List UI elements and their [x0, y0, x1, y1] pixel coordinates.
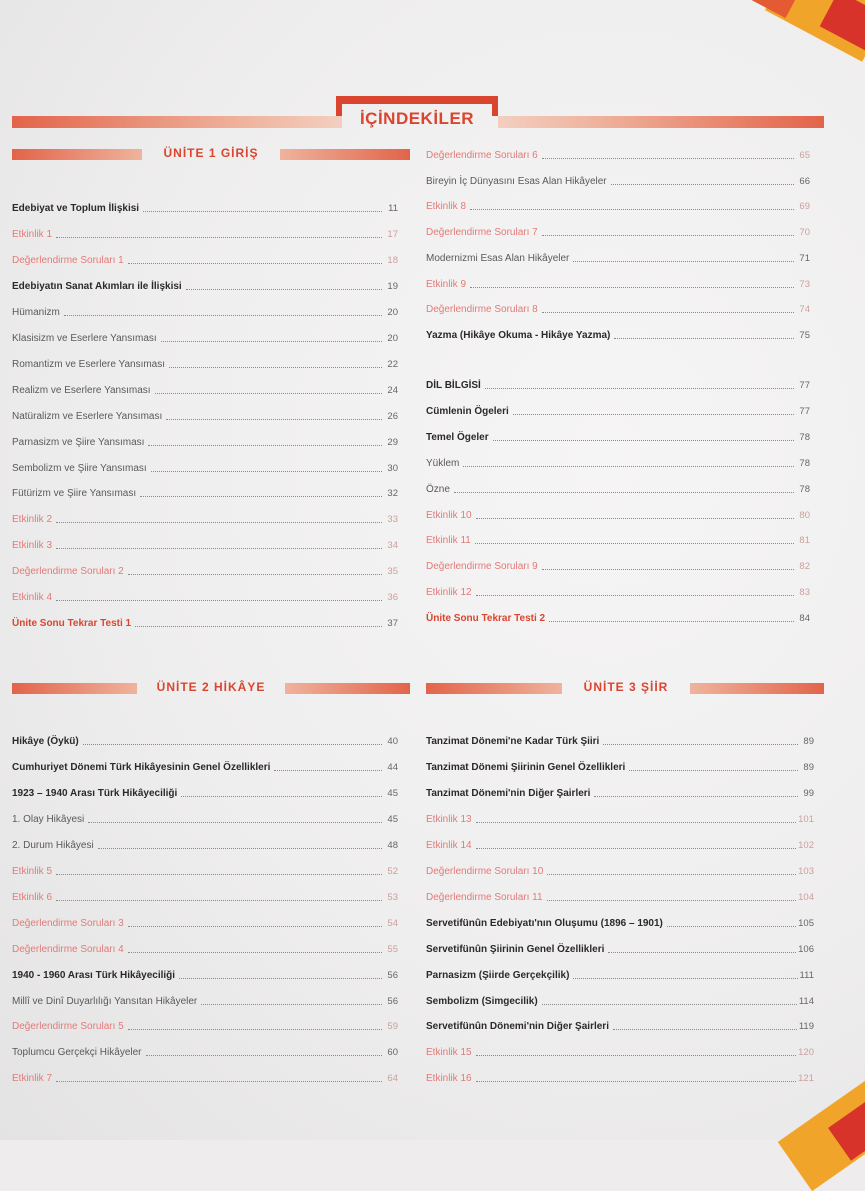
- toc-entry-title: 2. Durum Hikâyesi: [12, 839, 94, 851]
- toc-entry-title: Değerlendirme Soruları 9: [426, 561, 538, 573]
- toc-entry-title: Millî ve Dinî Duyarlılığı Yansıtan Hikâyeler: [12, 995, 198, 1007]
- toc-entry-page-number: 20: [387, 332, 398, 344]
- dot-leader: [128, 925, 382, 927]
- dot-leader: [603, 743, 798, 745]
- toc-entry[interactable]: [12, 1043, 398, 1059]
- toc-entry-title: Parnasizm ve Şiire Yansıması: [12, 436, 145, 448]
- dot-leader: [274, 769, 382, 771]
- toc-entry-page-number: 33: [387, 514, 398, 526]
- toc-entry-title: Değerlendirme Soruları 3: [12, 917, 124, 929]
- toc-entry[interactable]: [12, 433, 398, 449]
- toc-entry-title: Modernizmi Esas Alan Hikâyeler: [426, 252, 570, 264]
- toc-entry[interactable]: [426, 758, 814, 774]
- toc-entry[interactable]: [12, 614, 398, 630]
- dot-leader: [594, 795, 798, 797]
- toc-entry[interactable]: [426, 914, 814, 930]
- dot-leader: [485, 387, 794, 389]
- toc-entry[interactable]: [12, 355, 398, 371]
- dot-leader: [542, 157, 794, 159]
- toc-entry-page-number: 111: [799, 969, 814, 981]
- toc-entry[interactable]: [12, 940, 398, 956]
- toc-entry-page-number: 82: [799, 561, 810, 573]
- toc-entry[interactable]: [426, 836, 814, 852]
- toc-entry-title: Değerlendirme Soruları 5: [12, 1021, 124, 1033]
- toc-entry-page-number: 101: [798, 813, 814, 825]
- toc-entry[interactable]: [426, 428, 810, 444]
- toc-entry[interactable]: [426, 1069, 814, 1085]
- dot-leader: [128, 1028, 382, 1030]
- toc-entry-page-number: 66: [799, 175, 810, 187]
- toc-entry[interactable]: [12, 199, 398, 215]
- toc-entry-title: Etkinlik 3: [12, 540, 53, 552]
- toc-entry-page-number: 75: [799, 329, 810, 341]
- toc-entry-title: Etkinlik 11: [426, 535, 471, 547]
- toc-entry-title: Etkinlik 8: [426, 201, 467, 213]
- toc-entry[interactable]: [426, 249, 810, 265]
- toc-entry-page-number: 78: [799, 483, 810, 495]
- toc-entry-title: Değerlendirme Soruları 7: [426, 227, 538, 239]
- toc-entry[interactable]: [12, 225, 398, 241]
- toc-entry-title: Fütürizm ve Şiire Yansıması: [12, 488, 137, 500]
- toc-entry-page-number: 54: [387, 917, 398, 929]
- unit-1-title: ÜNİTE 1 GİRİŞ: [163, 146, 259, 160]
- dot-leader: [454, 491, 794, 493]
- dot-leader: [573, 977, 797, 979]
- dot-leader: [148, 444, 382, 446]
- toc-entry-title: Etkinlik 1: [12, 228, 53, 240]
- toc-entry[interactable]: [426, 1017, 814, 1033]
- unit-3-title: ÜNİTE 3 ŞİİR: [583, 680, 669, 694]
- toc-entry-page-number: 53: [387, 891, 398, 903]
- toc-entry-title: Tanzimat Dönemi'ne Kadar Türk Şiiri: [426, 736, 600, 747]
- toc-entry-page-number: 119: [798, 1021, 814, 1033]
- toc-entry-page-number: 45: [387, 787, 398, 799]
- toc-entry-page-number: 89: [803, 761, 814, 773]
- dot-leader: [186, 288, 382, 290]
- toc-entry[interactable]: [426, 531, 810, 547]
- toc-entry-title: Sembolizm ve Şiire Yansıması: [12, 462, 147, 474]
- dot-leader: [667, 925, 796, 927]
- dot-leader: [179, 977, 382, 979]
- dot-leader: [181, 795, 382, 797]
- toc-entry[interactable]: [426, 888, 814, 904]
- dot-leader: [56, 236, 382, 238]
- toc-entry-page-number: 34: [387, 540, 398, 552]
- dot-leader: [166, 418, 382, 420]
- toc-entry-page-number: 102: [798, 839, 814, 851]
- toc-entry-page-number: 24: [387, 384, 398, 396]
- dot-leader: [155, 392, 382, 394]
- toc-entry-title: Değerlendirme Soruları 11: [426, 891, 543, 903]
- toc-entry-title: Realizm ve Eserlere Yansıması: [12, 384, 151, 396]
- toc-entry-page-number: 74: [799, 304, 810, 316]
- title-rule-left: [12, 116, 342, 128]
- toc-entry[interactable]: [426, 784, 814, 800]
- dot-leader: [56, 1080, 382, 1082]
- toc-entry[interactable]: [12, 888, 398, 904]
- toc-entry[interactable]: [12, 459, 398, 475]
- toc-entry-page-number: 55: [387, 943, 398, 955]
- toc-entry-title: Değerlendirme Soruları 1: [12, 254, 124, 266]
- toc-entry-title: Etkinlik 16: [426, 1073, 472, 1085]
- toc-entry[interactable]: [426, 609, 810, 625]
- toc-entry-title: Cümlenin Ögeleri: [426, 405, 509, 417]
- toc-entry[interactable]: [426, 454, 810, 470]
- toc-entry[interactable]: [426, 480, 810, 496]
- toc-entry-page-number: 69: [799, 201, 810, 213]
- toc-entry-page-number: 78: [799, 457, 810, 469]
- toc-entry[interactable]: [426, 326, 810, 342]
- toc-entry-title: Değerlendirme Soruları 8: [426, 304, 538, 316]
- toc-entry-title: Değerlendirme Soruları 2: [12, 566, 124, 578]
- toc-entry-page-number: 44: [387, 761, 398, 773]
- toc-entry-title: Ünite Sonu Tekrar Testi 2: [426, 613, 546, 625]
- dot-leader: [476, 1080, 797, 1082]
- toc-entry[interactable]: [12, 484, 398, 500]
- unit-2-header: [12, 680, 410, 698]
- dot-leader: [98, 847, 382, 849]
- dot-leader: [475, 542, 794, 544]
- toc-entry[interactable]: [426, 583, 810, 599]
- toc-entry-title: Romantizm ve Eserlere Yansıması: [12, 358, 166, 370]
- toc-entry-page-number: 56: [387, 995, 398, 1007]
- toc-entry[interactable]: [12, 758, 398, 774]
- dot-leader: [83, 743, 382, 745]
- toc-entry-title: Ünite Sonu Tekrar Testi 1: [12, 618, 132, 630]
- dot-leader: [151, 470, 382, 472]
- dot-leader: [64, 314, 382, 316]
- toc-entry-title: Özne: [426, 483, 450, 495]
- unit-1-header: [12, 146, 410, 164]
- toc-entry-title: Etkinlik 4: [12, 592, 53, 604]
- toc-entry[interactable]: [426, 557, 810, 573]
- toc-entry-title: Etkinlik 13: [426, 813, 472, 825]
- toc-entry[interactable]: [12, 732, 398, 748]
- toc-entry-title: Toplumcu Gerçekçi Hikâyeler: [12, 1047, 142, 1059]
- dot-leader: [140, 495, 382, 497]
- toc-entry-title: Sembolizm (Simgecilik): [426, 995, 538, 1007]
- toc-entry-page-number: 70: [799, 227, 810, 239]
- toc-entry-page-number: 120: [798, 1047, 814, 1059]
- dot-leader: [613, 1028, 797, 1030]
- toc-entry[interactable]: [12, 303, 398, 319]
- dot-leader: [476, 594, 794, 596]
- toc-entry-title: Servetifünûn Şiirinin Genel Özellikleri: [426, 943, 605, 955]
- toc-entry-page-number: 81: [799, 535, 810, 547]
- dot-leader: [476, 517, 794, 519]
- dot-leader: [542, 234, 794, 236]
- toc-entry-page-number: 32: [387, 488, 398, 500]
- toc-entry-page-number: 77: [799, 405, 810, 417]
- dot-leader: [614, 337, 794, 339]
- dot-leader: [476, 821, 797, 823]
- dot-leader: [463, 465, 794, 467]
- toc-entry[interactable]: [12, 407, 398, 423]
- dot-leader: [611, 183, 794, 185]
- toc-entry[interactable]: [426, 506, 810, 522]
- toc-entry-page-number: 65: [799, 150, 810, 161]
- unit-3-header: [426, 680, 824, 698]
- toc-entry-title: Yazma (Hikâye Okuma - Hikâye Yazma): [426, 329, 611, 341]
- toc-entry[interactable]: [12, 862, 398, 878]
- dot-leader: [470, 286, 794, 288]
- toc-entry-title: Etkinlik 12: [426, 587, 472, 599]
- toc-entry-title: Değerlendirme Soruları 6: [426, 150, 538, 161]
- toc-entry-page-number: 56: [387, 969, 398, 981]
- toc-entry-title: Etkinlik 9: [426, 278, 467, 290]
- toc-entry-page-number: 18: [387, 254, 398, 266]
- toc-entry-page-number: 71: [799, 252, 810, 264]
- toc-entry[interactable]: [426, 732, 814, 748]
- unit-2-title: ÜNİTE 2 HİKÂYE: [156, 680, 266, 694]
- toc-entry-page-number: 52: [387, 865, 398, 877]
- toc-entry[interactable]: [426, 300, 810, 316]
- dot-leader: [513, 413, 794, 415]
- toc-entry[interactable]: [426, 223, 810, 239]
- toc-entry[interactable]: [426, 992, 814, 1008]
- toc-entry-title: 1. Olay Hikâyesi: [12, 813, 85, 825]
- toc-entry-title: 1923 – 1940 Arası Türk Hikâyeciliği: [12, 787, 178, 799]
- toc-entry-title: Etkinlik 2: [12, 514, 53, 526]
- dot-leader: [608, 951, 796, 953]
- toc-entry[interactable]: [426, 376, 810, 392]
- toc-entry-page-number: 106: [798, 943, 814, 955]
- toc-entry-title: Değerlendirme Soruları 4: [12, 943, 124, 955]
- toc-entry-page-number: 35: [387, 566, 398, 578]
- toc-entry-title: Tanzimat Dönemi'nin Diğer Şairleri: [426, 787, 591, 799]
- toc-entry-title: Hikâye (Öykü): [12, 736, 79, 747]
- toc-entry-title: Temel Ögeler: [426, 431, 489, 443]
- toc-entry-title: Değerlendirme Soruları 10: [426, 865, 544, 877]
- dot-leader: [542, 568, 794, 570]
- toc-entry[interactable]: [12, 329, 398, 345]
- toc-entry-page-number: 83: [799, 587, 810, 599]
- toc-entry-title: Natüralizm ve Eserlere Yansıması: [12, 410, 163, 422]
- toc-entry-page-number: 121: [798, 1073, 814, 1085]
- dot-leader: [143, 210, 382, 212]
- toc-entry-title: DİL BİLGİSİ: [426, 380, 481, 391]
- toc-entry-page-number: 36: [387, 592, 398, 604]
- toc-entry-page-number: 105: [798, 917, 814, 929]
- dot-leader: [549, 620, 794, 622]
- toc-entry-page-number: 11: [388, 203, 398, 214]
- toc-entry[interactable]: [426, 940, 814, 956]
- toc-entry-page-number: 40: [387, 736, 398, 747]
- toc-entry-title: Parnasizm (Şiirde Gerçekçilik): [426, 969, 570, 981]
- toc-entry-title: Etkinlik 14: [426, 839, 472, 851]
- toc-entry-page-number: 99: [803, 787, 814, 799]
- dot-leader: [547, 899, 797, 901]
- toc-entry-title: Hümanizm: [12, 306, 60, 318]
- toc-entry[interactable]: [12, 966, 398, 982]
- toc-entry-page-number: 104: [798, 891, 814, 903]
- toc-entry-title: Klasisizm ve Eserlere Yansıması: [12, 332, 157, 344]
- dot-leader: [146, 1054, 383, 1056]
- dot-leader: [56, 899, 382, 901]
- toc-entry[interactable]: [12, 992, 398, 1008]
- dot-leader: [128, 573, 382, 575]
- dot-leader: [169, 366, 382, 368]
- dot-leader: [201, 1003, 382, 1005]
- toc-entry[interactable]: [426, 966, 814, 982]
- toc-entry-page-number: 29: [387, 436, 398, 448]
- dot-leader: [56, 599, 382, 601]
- toc-entry-title: Etkinlik 7: [12, 1073, 53, 1085]
- toc-entry-title: 1940 - 1960 Arası Türk Hikâyeciliği: [12, 969, 176, 981]
- toc-entry-page-number: 17: [387, 228, 398, 240]
- dot-leader: [476, 1054, 797, 1056]
- dot-leader: [547, 873, 796, 875]
- toc-entry[interactable]: [12, 836, 398, 852]
- toc-entry-title: Tanzimat Dönemi Şiirinin Genel Özellikleri: [426, 761, 626, 773]
- toc-entry[interactable]: [426, 197, 810, 213]
- toc-entry-title: Etkinlik 5: [12, 865, 53, 877]
- toc-entry[interactable]: [12, 914, 398, 930]
- toc-entry[interactable]: [12, 810, 398, 826]
- toc-entry-page-number: 60: [387, 1047, 398, 1059]
- toc-entry-page-number: 48: [387, 839, 398, 851]
- dot-leader: [88, 821, 382, 823]
- toc-entry-title: Etkinlik 15: [426, 1047, 472, 1059]
- toc-entry[interactable]: [12, 1017, 398, 1033]
- dot-leader: [135, 625, 382, 627]
- toc-entry[interactable]: [12, 381, 398, 397]
- dot-leader: [161, 340, 382, 342]
- toc-entry-page-number: 80: [799, 509, 810, 521]
- toc-entry[interactable]: [12, 536, 398, 552]
- toc-entry[interactable]: [12, 588, 398, 604]
- toc-entry[interactable]: [426, 1043, 814, 1059]
- toc-entry[interactable]: [426, 172, 810, 188]
- toc-entry-title: Edebiyatın Sanat Akımları ile İlişkisi: [12, 280, 182, 292]
- toc-entry[interactable]: [12, 1069, 398, 1085]
- toc-entry-page-number: 26: [387, 410, 398, 422]
- toc-entry-page-number: 78: [799, 431, 810, 443]
- toc-entry-page-number: 64: [387, 1073, 398, 1085]
- toc-entry[interactable]: [426, 810, 814, 826]
- dot-leader: [573, 260, 794, 262]
- dot-leader: [493, 439, 794, 441]
- toc-entry[interactable]: [426, 146, 810, 162]
- toc-entry[interactable]: [12, 510, 398, 526]
- toc-entry[interactable]: [12, 251, 398, 267]
- dot-leader: [56, 521, 382, 523]
- toc-entry[interactable]: [12, 784, 398, 800]
- title-rule-right: [498, 116, 824, 128]
- toc-entry[interactable]: [426, 275, 810, 291]
- toc-entry-title: Servetifünûn Dönemi'nin Diğer Şairleri: [426, 1021, 609, 1033]
- toc-entry-title: Servetifünûn Edebiyatı'nın Oluşumu (1896 – 1901): [426, 917, 663, 929]
- toc-entry-page-number: 114: [798, 995, 814, 1007]
- page-title: İÇİNDEKİLER: [359, 109, 475, 128]
- dot-leader: [629, 769, 798, 771]
- title-frame: [336, 96, 498, 134]
- toc-entry[interactable]: [12, 562, 398, 578]
- toc-entry[interactable]: [12, 277, 398, 293]
- toc-entry-title: Etkinlik 6: [12, 891, 53, 903]
- toc-entry[interactable]: [426, 862, 814, 878]
- dot-leader: [128, 951, 382, 953]
- toc-entry-page-number: 103: [798, 865, 814, 877]
- dot-leader: [542, 1003, 797, 1005]
- toc-entry-page-number: 84: [799, 613, 810, 625]
- dot-leader: [542, 311, 794, 313]
- toc-entry-page-number: 59: [387, 1021, 398, 1033]
- toc-entry-page-number: 77: [799, 380, 810, 391]
- toc-entry-page-number: 37: [387, 618, 398, 630]
- toc-entry-page-number: 73: [799, 278, 810, 290]
- toc-entry-page-number: 20: [387, 306, 398, 318]
- toc-entry-page-number: 22: [387, 358, 398, 370]
- toc-entry-title: Etkinlik 10: [426, 509, 472, 521]
- dot-leader: [476, 847, 797, 849]
- toc-entry-page-number: 19: [387, 280, 398, 292]
- toc-entry-page-number: 89: [803, 736, 814, 747]
- dot-leader: [56, 547, 382, 549]
- toc-entry-title: Cumhuriyet Dönemi Türk Hikâyesinin Genel Özellikleri: [12, 761, 271, 773]
- toc-entry-title: Edebiyat ve Toplum İlişkisi: [12, 203, 140, 214]
- toc-entry[interactable]: [426, 402, 810, 418]
- toc-entry-page-number: 30: [387, 462, 398, 474]
- dot-leader: [56, 873, 382, 875]
- toc-entry-title: Bireyin İç Dünyasını Esas Alan Hikâyeler: [426, 175, 607, 187]
- dot-leader: [128, 262, 382, 264]
- toc-entry-page-number: 45: [387, 813, 398, 825]
- dot-leader: [470, 208, 794, 210]
- toc-entry-title: Yüklem: [426, 457, 460, 469]
- page-title-banner: [0, 96, 865, 146]
